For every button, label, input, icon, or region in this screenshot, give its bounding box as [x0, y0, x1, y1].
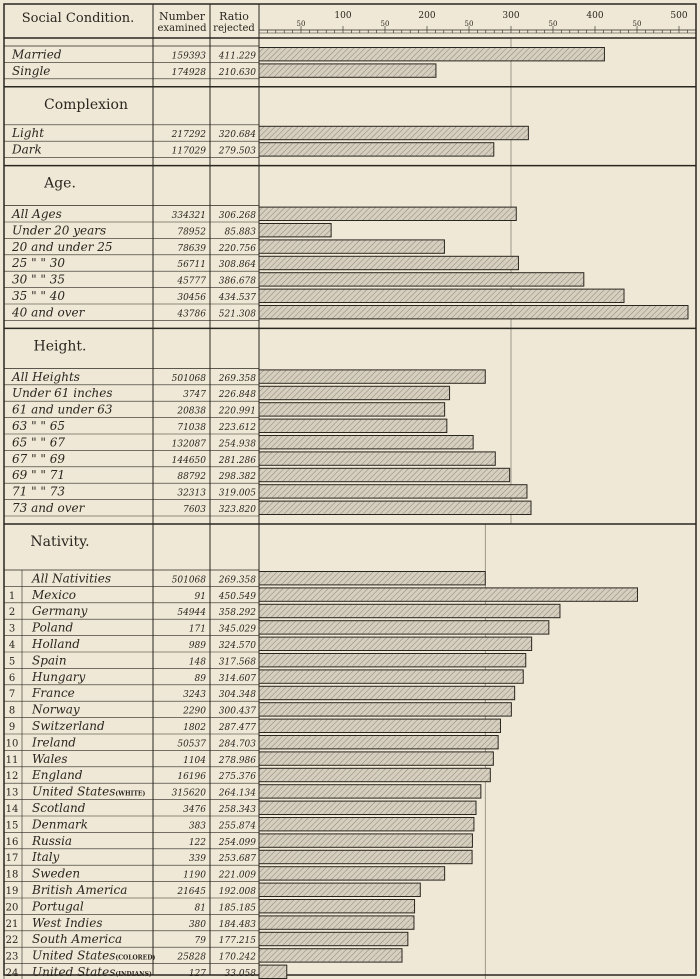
row-label: Italy	[32, 850, 60, 865]
row-number: 32313	[177, 488, 206, 499]
row-number: 78639	[177, 243, 206, 254]
header-number-line2: examined	[157, 23, 207, 34]
row-label: All Heights	[12, 369, 80, 384]
bar	[259, 306, 688, 319]
row-label: 25 " " 30	[12, 256, 66, 271]
header-number-line1: Number	[159, 10, 205, 23]
row-ratio: 210.630	[218, 67, 256, 78]
row-number: 21645	[177, 887, 206, 897]
row-index: 16	[5, 836, 19, 848]
bar	[259, 703, 511, 716]
row-number: 45777	[177, 276, 206, 287]
bar	[259, 686, 515, 699]
row-ratio: 220.991	[218, 406, 256, 417]
row-index: 12	[5, 771, 19, 783]
row-ratio: 434.537	[218, 293, 256, 303]
row-ratio: 314.607	[218, 673, 256, 684]
row-number: 20838	[177, 406, 206, 417]
bar	[259, 588, 637, 601]
row-ratio: 177.215	[218, 936, 256, 947]
row-label: Scotland	[32, 801, 86, 815]
row-label: Russia	[32, 833, 73, 848]
bar	[259, 916, 414, 929]
row-label: Switzerland	[32, 719, 105, 733]
section-title: Nativity.	[30, 534, 90, 550]
bar	[259, 273, 584, 286]
row-ratio: 386.678	[218, 276, 256, 287]
row-number: 989	[188, 641, 206, 651]
row-ratio: 306.268	[218, 211, 256, 221]
row-label: Under 20 years	[12, 223, 107, 238]
bar	[259, 949, 402, 962]
row-ratio: 170.242	[218, 952, 256, 963]
row-ratio: 279.503	[218, 146, 256, 157]
row-label: 73 and over	[12, 501, 85, 515]
scale-minor-label: 50	[380, 20, 390, 28]
scale-major-label: 300	[502, 11, 520, 21]
row-ratio: 278.986	[218, 755, 256, 766]
row-index: 18	[5, 869, 19, 881]
row-label: Single	[12, 63, 51, 78]
row-index: 7	[8, 689, 16, 701]
row-ratio: 254.938	[218, 439, 256, 450]
row-label: Wales	[32, 751, 68, 766]
row-label: 65 " " 67	[12, 435, 66, 450]
row-number: 81	[194, 903, 206, 914]
bar	[259, 637, 532, 650]
row-ratio: 319.005	[218, 488, 256, 499]
row-label: All Nativities	[32, 571, 112, 586]
row-index: 1	[8, 590, 16, 602]
row-index: 22	[5, 935, 19, 947]
row-number: 339	[188, 854, 206, 865]
row-ratio: 33.058	[224, 969, 256, 979]
bar	[259, 64, 436, 77]
row-index: 3	[8, 623, 16, 635]
row-label: Under 61 inches	[12, 386, 113, 401]
row-number: 117029	[171, 146, 206, 157]
bar	[259, 785, 481, 798]
row-index: 21	[5, 918, 19, 930]
row-number: 25828	[177, 952, 206, 963]
row-ratio: 358.292	[218, 608, 256, 619]
row-number: 315620	[171, 788, 206, 799]
row-number: 1104	[183, 755, 206, 766]
row-ratio: 223.612	[218, 423, 256, 433]
row-number: 56711	[177, 260, 206, 271]
row-ratio: 323.820	[218, 505, 256, 515]
table-row	[4, 501, 531, 516]
row-number: 217292	[171, 130, 206, 141]
row-index: 2	[8, 607, 16, 619]
bar	[259, 801, 476, 814]
row-label: Holland	[32, 637, 80, 651]
bar	[259, 654, 526, 667]
row-index: 14	[5, 804, 19, 815]
row-ratio: 269.358	[218, 575, 256, 586]
scale-major-label: 400	[586, 11, 604, 21]
row-label: Light	[12, 126, 45, 141]
row-label: 61 and under 63	[12, 402, 113, 417]
header-ratio-line2: rejected	[213, 23, 255, 34]
row-ratio: 284.703	[218, 739, 256, 750]
row-ratio: 184.483	[218, 919, 256, 930]
row-number: 1802	[183, 723, 206, 733]
row-label: Dark	[12, 142, 42, 157]
row-ratio: 300.437	[218, 706, 256, 717]
row-label: South America	[32, 932, 123, 947]
row-label-suffix: (INDIANS)	[115, 971, 152, 978]
header-social-condition: Social Condition.	[21, 11, 135, 26]
scale-major-label: 500	[670, 11, 688, 21]
row-index: 13	[5, 787, 19, 799]
row-index: 8	[8, 705, 16, 717]
row-number: 78952	[177, 227, 206, 238]
row-label: Norway	[32, 702, 80, 717]
row-number: 148	[188, 657, 206, 668]
row-ratio: 287.477	[218, 723, 256, 733]
row-label: United States(COLORED)	[32, 948, 156, 963]
row-label: Poland	[32, 620, 74, 635]
section-title: Height.	[33, 338, 87, 355]
bar	[259, 256, 518, 269]
row-ratio: 304.348	[218, 690, 256, 701]
row-number: 122	[188, 837, 206, 848]
row-ratio: 253.687	[218, 854, 256, 865]
scale-minor-label: 50	[548, 20, 558, 28]
row-number: 89	[194, 673, 206, 684]
row-number: 7603	[183, 505, 206, 515]
bar	[259, 768, 490, 781]
bar	[259, 240, 444, 253]
row-label: 20 and under 25	[12, 239, 113, 254]
bar	[259, 604, 560, 617]
row-label: All Ages	[12, 207, 62, 221]
row-label: England	[32, 768, 83, 783]
row-label: 40 and over	[12, 305, 85, 320]
bar	[259, 48, 604, 61]
row-label: Sweden	[32, 866, 81, 881]
bar	[259, 867, 445, 880]
scale-minor-label: 50	[296, 20, 306, 28]
row-label: Married	[12, 47, 62, 62]
row-number: 171	[188, 624, 206, 635]
row-ratio: 450.549	[218, 591, 256, 602]
bar	[259, 452, 495, 465]
row-ratio: 226.848	[218, 390, 256, 401]
row-index: 19	[5, 886, 19, 897]
row-number: 3476	[183, 805, 206, 815]
row-ratio: 258.343	[218, 805, 256, 815]
row-label-suffix: (COLORED)	[115, 954, 156, 962]
bar	[259, 818, 474, 831]
bar	[259, 207, 516, 220]
row-index: 10	[5, 738, 19, 750]
bar	[259, 386, 450, 399]
bar	[259, 834, 472, 847]
row-label: 30 " " 35	[12, 272, 66, 287]
row-label: 67 " " 69	[12, 451, 66, 466]
table-row	[4, 668, 523, 684]
bar	[259, 143, 494, 156]
bar	[259, 850, 472, 863]
row-ratio: 220.756	[218, 243, 256, 254]
row-label: West Indies	[32, 915, 103, 930]
row-ratio: 317.568	[218, 657, 256, 668]
scale-minor-label: 50	[632, 20, 642, 28]
row-number: 501068	[171, 373, 206, 384]
bar	[259, 932, 408, 945]
bar	[259, 468, 510, 481]
row-index: 4	[8, 640, 16, 651]
row-label: 71 " " 73	[12, 484, 66, 499]
row-label: United States(WHITE)	[32, 784, 146, 799]
row-label: British America	[32, 883, 128, 897]
bar	[259, 883, 420, 896]
scale-major-label: 100	[334, 11, 352, 21]
row-index: 15	[5, 820, 19, 832]
bar	[259, 485, 527, 498]
row-label: France	[32, 686, 75, 701]
row-label: Portugal	[32, 899, 84, 914]
row-ratio: 411.229	[218, 51, 256, 62]
row-index: 6	[8, 672, 16, 684]
row-ratio: 221.009	[218, 870, 256, 881]
row-label: Mexico	[32, 587, 76, 602]
row-number: 144650	[171, 455, 206, 466]
row-index: 9	[8, 722, 16, 733]
bar	[259, 621, 549, 634]
row-number: 132087	[171, 439, 206, 450]
bar	[259, 126, 528, 139]
bar	[259, 436, 473, 449]
row-label: 35 " " 40	[12, 289, 66, 303]
row-number: 91	[194, 591, 206, 602]
bar	[259, 752, 493, 765]
row-ratio: 320.684	[218, 130, 256, 141]
row-label: Ireland	[32, 735, 76, 750]
row-ratio: 345.029	[218, 624, 256, 635]
table-row	[4, 603, 560, 619]
bar	[259, 403, 445, 416]
row-ratio: 254.099	[218, 837, 256, 848]
row-ratio: 255.874	[218, 821, 256, 832]
row-number: 380	[188, 919, 206, 930]
bar	[259, 419, 447, 432]
section-title: Age.	[44, 175, 76, 192]
bar	[259, 736, 498, 749]
row-index: 24	[5, 968, 19, 979]
row-ratio: 275.376	[218, 772, 256, 783]
row-label-suffix: (WHITE)	[115, 790, 146, 798]
row-number: 334321	[171, 211, 206, 221]
row-ratio: 298.382	[218, 472, 256, 483]
row-number: 383	[188, 821, 206, 832]
row-ratio: 308.864	[218, 260, 256, 271]
row-label: Spain	[32, 653, 67, 668]
row-index: 11	[5, 754, 19, 766]
row-index: 5	[8, 656, 16, 668]
row-number: 3243	[183, 690, 206, 701]
row-ratio: 185.185	[218, 903, 256, 914]
row-ratio: 269.358	[218, 373, 256, 384]
header-ratio-line1: Ratio	[219, 10, 249, 23]
row-number: 3747	[183, 390, 206, 401]
bar	[259, 719, 500, 732]
row-number: 54944	[177, 608, 206, 619]
row-label: Germany	[32, 604, 88, 619]
row-label: 63 " " 65	[12, 419, 66, 433]
row-ratio: 324.570	[218, 641, 256, 651]
row-index: 20	[5, 902, 19, 914]
row-number: 16196	[177, 772, 206, 783]
row-ratio: 85.883	[224, 227, 256, 238]
row-number: 174928	[171, 67, 206, 78]
row-number: 501068	[171, 575, 206, 586]
row-label: Hungary	[32, 669, 86, 684]
row-ratio: 264.134	[218, 788, 256, 799]
row-number: 2290	[183, 706, 206, 717]
row-ratio: 281.286	[218, 455, 256, 466]
row-number: 159393	[171, 51, 206, 62]
bar	[259, 900, 415, 913]
scale-major-label: 200	[418, 11, 436, 21]
bar	[259, 670, 523, 683]
row-label: 69 " " 71	[12, 468, 66, 483]
row-number: 50537	[177, 739, 206, 750]
bar	[259, 572, 485, 585]
row-index: 23	[5, 951, 19, 963]
bar	[259, 965, 287, 978]
bar	[259, 289, 624, 302]
row-number: 43786	[177, 309, 206, 320]
row-ratio: 192.008	[218, 887, 256, 897]
scale-minor-label: 50	[464, 20, 474, 28]
bar	[259, 224, 331, 237]
section-title: Complexion	[44, 96, 128, 113]
bar	[259, 501, 531, 514]
row-ratio: 521.308	[218, 309, 256, 320]
row-label: United States(INDIANS)	[32, 965, 152, 979]
row-number: 1190	[183, 870, 206, 881]
row-index: 17	[5, 853, 19, 865]
row-number: 79	[194, 936, 206, 947]
row-number: 30456	[177, 293, 206, 303]
row-number: 88792	[177, 472, 206, 483]
row-number: 127	[188, 969, 206, 979]
row-label: Denmark	[32, 817, 88, 832]
row-number: 71038	[177, 423, 206, 433]
bar	[259, 370, 485, 383]
